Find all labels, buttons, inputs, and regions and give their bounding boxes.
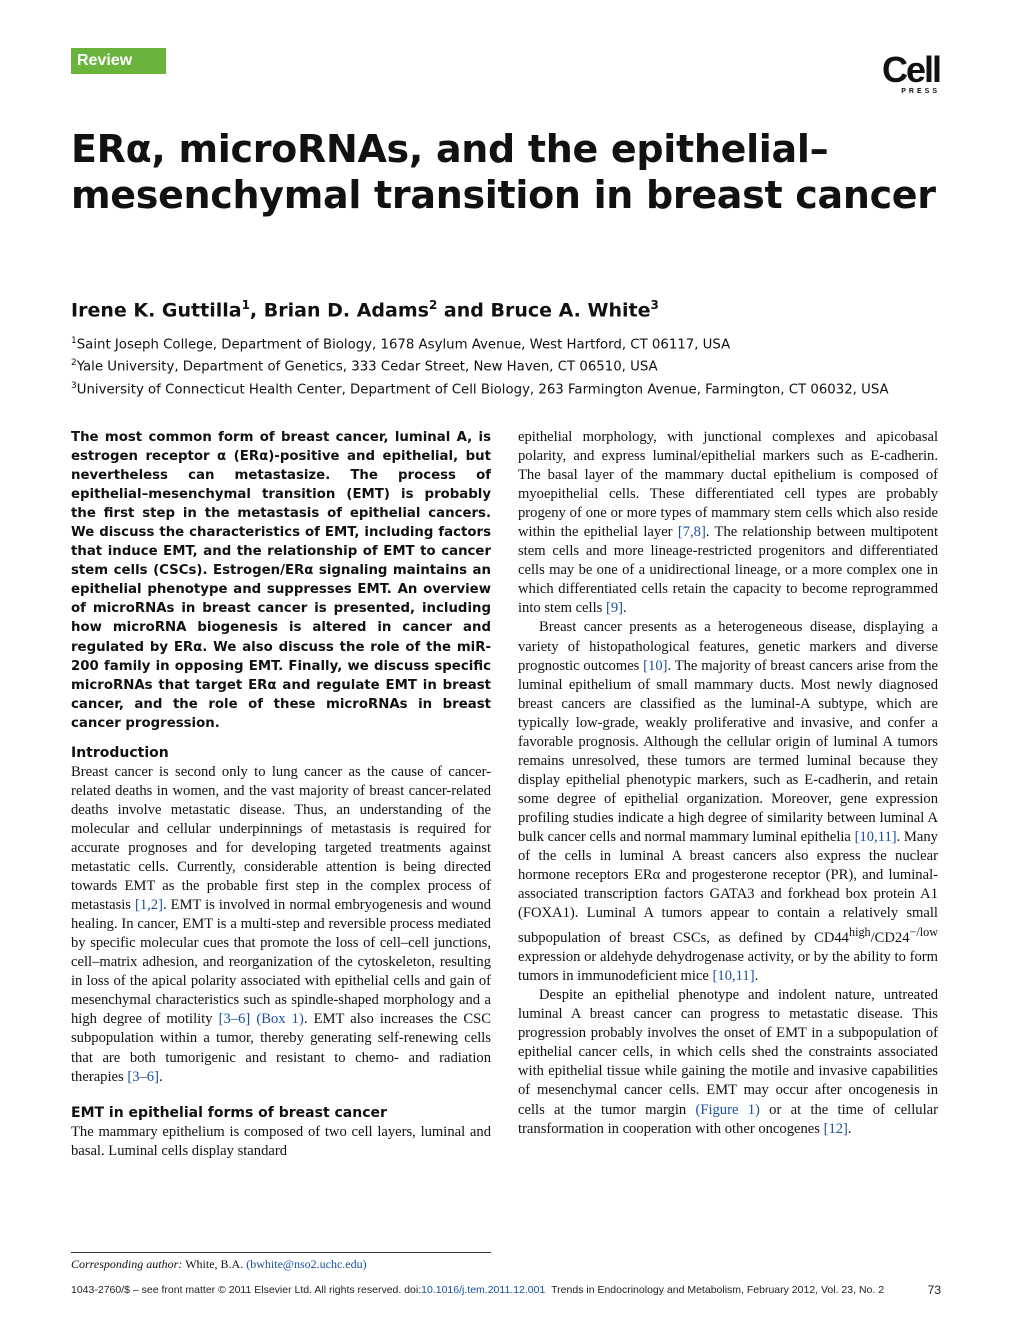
body-text: or at the time of cellular transformation in cooperation with other oncogenes — [518, 1101, 938, 1137]
affiliation-mark: 1 — [71, 336, 77, 346]
intro-text: . — [158, 1068, 163, 1085]
emt-section-heading: EMT in epithelial forms of breast cancer — [71, 1104, 387, 1121]
citation-link[interactable]: [12] — [823, 1120, 848, 1137]
review-badge: Review — [71, 48, 166, 74]
abstract: The most common form of breast cancer, luminal A, is estrogen receptor α (ERα)-positive and epithelial, but nevertheless can metastasize. The process of epithelial–mesenchymal transition (EMT) is probably the first step in the metastasis of epithelial cancers. We discuss the characteristics of EMT, including factors that induce EMT, and the relationship of EMT to cancer stem cells (CSCs). Estrogen/ERα signaling maintains an epithelial phenotype and suppresses EMT. An overview of microRNAs in breast cancer is presented, including how microRNA biogenesis is altered in cancer and regulated by ERα. We also discuss the role of the miR-200 family in opposing EMT. Finally, we discuss specific microRNAs that target ERα and regulate EMT in breast cancer, and the role of these microRNAs in breast cancer progression. — [71, 430, 491, 731]
affiliation-line — [71, 332, 951, 354]
author-affil-mark: 1 — [241, 298, 250, 312]
citation-link[interactable]: [3–6] — [127, 1068, 159, 1085]
citation-link[interactable]: [10,11] — [854, 828, 897, 845]
superscript: high — [848, 925, 871, 940]
author-affil-mark: 3 — [650, 298, 659, 312]
right-column — [518, 428, 938, 1139]
affiliation-list — [71, 332, 951, 399]
body-text: . — [623, 600, 627, 617]
citation-link[interactable]: [10,11] — [712, 968, 755, 985]
corresponding-name: White, B.A. — [185, 1257, 244, 1271]
intro-text: . EMT also increases the CSC subpopulation within a tumor, thereby generating self-renewing cells that are both tumorigenic and resistant to chemo- and radiation therapies — [71, 1011, 491, 1085]
page-footer — [71, 1283, 941, 1297]
author-separator: , — [249, 299, 264, 322]
body-text: Breast cancer presents as a heterogeneous disease, displaying a variety of histopathological features, genetic markers and diverse prognostic outcomes — [518, 619, 938, 674]
affiliation-mark: 2 — [71, 358, 77, 369]
emt-paragraph: The mammary epithelium is composed of two cell layers, luminal and basal. Luminal cells display standard — [71, 1123, 491, 1159]
affiliation-text: University of Connecticut Health Center, Department of Cell Biology, 263 Farmington Avenue, Farmington, CT 06032, USA — [76, 382, 889, 398]
intro-paragraph — [71, 763, 491, 1087]
affiliation-mark: 3 — [71, 380, 77, 391]
corresponding-author-note — [71, 1252, 491, 1272]
affiliation-line — [71, 354, 951, 376]
affiliation-text: Yale University, Department of Genetics, 333 Cedar Street, New Haven, CT 06510, USA — [76, 359, 658, 375]
cell-logo-press: PRESS — [901, 88, 940, 95]
body-text: . Many of the cells in luminal A breast cancers also express the nuclear hormone receptors ERα and progesterone receptor (PR), and luminal-associated transcription factors GATA3 and forkhead box protein A1 (FOXA1). Luminal A tumors appear to contain a relatively small subpopulation of breast CSCs, as defined by CD44 — [518, 828, 938, 947]
citation-link[interactable]: [3–6] — [218, 1011, 251, 1028]
body-paragraph — [518, 618, 938, 986]
author-name[interactable]: Bruce A. White — [490, 299, 651, 322]
body-paragraph — [518, 428, 938, 618]
figure-link[interactable]: (Figure 1) — [695, 1101, 760, 1118]
body-text: . — [847, 1120, 852, 1137]
body-text: Despite an epithelial phenotype and indolent nature, untreated luminal A breast cancer can progress to metastatic disease. This progression probably involves the onset of EMT in a subpopulation of epithelial cancer cells, in which cells shed the constraints associated with epithelial tissue while gaining the motile and invasive capabilities of mesenchymal cancer cells. EMT may occur after oncogenesis in cells at the tumor margin — [518, 987, 938, 1118]
left-column — [71, 428, 491, 1161]
body-text: . — [754, 968, 759, 985]
cell-logo-word: Cell — [881, 49, 940, 90]
corresponding-label: Corresponding author: — [71, 1257, 183, 1271]
citation-link[interactable]: [9] — [605, 600, 623, 617]
body-text: /CD24 — [870, 930, 910, 947]
footer-journal: Trends in Endocrinology and Metabolism, February 2012, Vol. 23, No. 2 — [551, 1284, 885, 1296]
box-link[interactable]: (Box 1) — [256, 1011, 304, 1028]
author-name[interactable]: Irene K. Guttilla — [71, 299, 242, 322]
corresponding-email-link[interactable]: (bwhite@nso2.uchc.edu) — [246, 1257, 367, 1271]
author-list — [71, 292, 941, 323]
affiliation-line — [71, 377, 951, 399]
affiliation-text: Saint Joseph College, Department of Biology, 1678 Asylum Avenue, West Hartford, CT 06117, USA — [76, 337, 731, 353]
cell-press-logo — [878, 49, 940, 96]
author-affil-mark: 2 — [428, 298, 438, 312]
superscript: −/low — [909, 925, 938, 940]
body-text: . The relationship between multipotent stem cells and more lineage-restricted progenitors and differentiated cells may be one of a unidirectional lineage, or a more complex one in which differentiated cells retain the capacity to become reprogrammed into stem cells — [518, 524, 938, 617]
intro-text: Breast cancer is second only to lung cancer as the cause of cancer-related deaths in women, and the vast majority of breast cancer-related deaths involve metastatic disease. Thus, an understanding of the molecular and cellular underpinnings of metastasis is required for accurate prognoses and for developing targeted treatments against metastatic cells. Currently, considerable attention is being directed towards EMT as the probable first step in the complex process of metastasis — [71, 763, 491, 914]
body-paragraph — [518, 986, 938, 1138]
body-text: epithelial morphology, with junctional complexes and apicobasal polarity, and express luminal/epithelial markers such as E-cadherin. The basal layer of the mammary ductal epithelium is composed of myoepithelial cells. These differentiated cell types are probably progeny of one or more types of mammary stem cells which also reside within the epithelial layer — [518, 429, 938, 541]
body-text: expression or aldehyde dehydrogenase activity, or by the ability to form tumors in immunodeficient mice — [518, 949, 938, 985]
page-number: 73 — [927, 1283, 941, 1297]
doi-link[interactable]: 10.1016/j.tem.2011.12.001 — [421, 1284, 546, 1296]
citation-link[interactable]: [7,8] — [677, 524, 706, 541]
author-separator: and — [437, 299, 491, 322]
intro-text: . EMT is involved in normal embryogenesis and wound healing. In cancer, EMT is a multi-step and reversible process mediated by specific molecular cues that promote the loss of cell–cell junctions, cell–matrix adhesion, and reorganization of the cytoskeleton, resulting in loss of the apical polarity associated with epithelial cells and gain of mesenchymal characteristics such as spindle-shaped morphology and a high degree of motility — [71, 897, 491, 1028]
intro-heading: Introduction — [71, 744, 169, 761]
footer-copyright: 1043-2760/$ – see front matter © 2011 Elsevier Ltd. All rights reserved. doi: — [71, 1284, 422, 1296]
citation-link[interactable]: [1,2] — [135, 897, 163, 914]
author-name[interactable]: Brian D. Adams — [263, 299, 429, 322]
citation-link[interactable]: [10] — [643, 657, 668, 674]
article-title: ERα, microRNAs, and the epithelial–mesenchymal transition in breast cancer — [71, 127, 936, 217]
body-text: . The majority of breast cancers arise from the luminal epithelium of small mammary ducts. Most newly diagnosed breast cancers are classified as the luminal-A subtype, which are typically low-grade, weakly proliferative and invasive, and confer a favorable prognosis. Although the cellular origin of luminal A tumors remains unresolved, these tumors are termed luminal because they display epithelial phenotypic markers, such as E-cadherin, and retain some degree of epithelial organization. Moreover, gene expression profiling studies indicate a high degree of similarity between luminal A bulk cancer cells and normal mammary luminal epithelia — [518, 657, 939, 845]
